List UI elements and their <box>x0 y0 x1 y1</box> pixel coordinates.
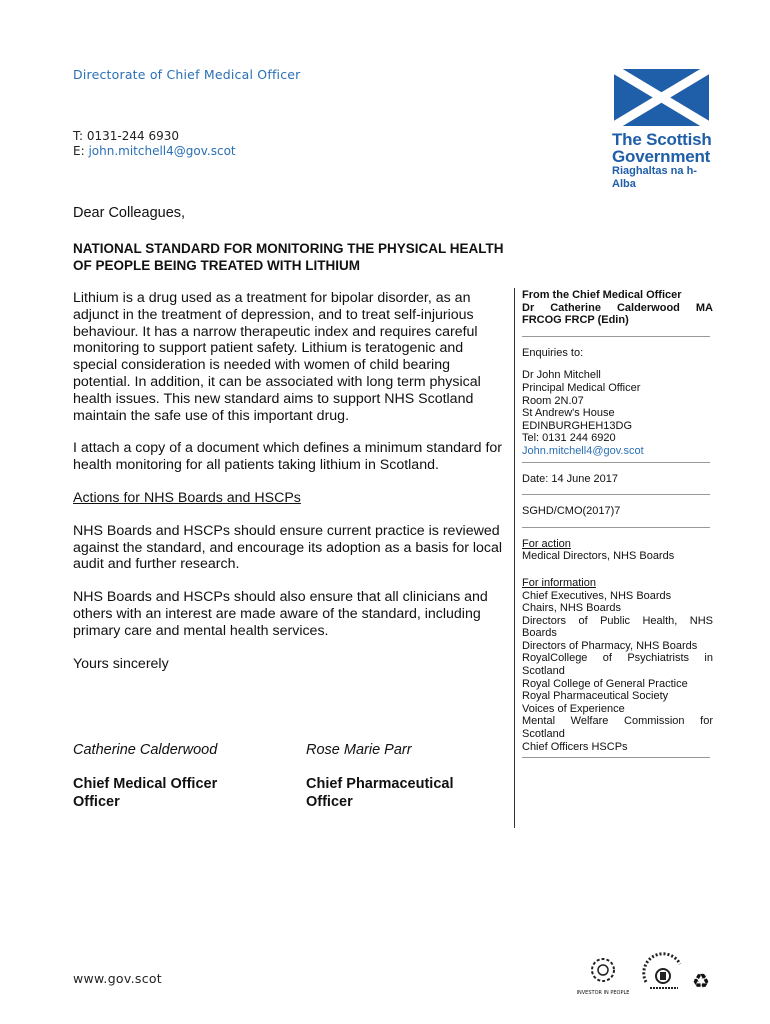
email-label: E: <box>73 144 89 158</box>
paragraph-4: NHS Boards and HSCPs should also ensure that all clinicians and others with an interest are made aware of the standard, including primary care and mental health services. <box>73 589 488 639</box>
sidebar-building: St Andrew's House <box>522 407 615 420</box>
sidebar-info-item: Royal College of General Practice <box>522 677 688 690</box>
footer-url[interactable]: www.gov.scot <box>73 971 163 986</box>
sidebar <box>522 289 713 768</box>
sidebar-tel: Tel: 0131 244 6920 <box>522 432 616 445</box>
sidebar-date: Date: 14 June 2017 <box>522 472 619 485</box>
laurel-icon <box>588 955 618 985</box>
signature-block-cpo <box>306 742 506 811</box>
directorate-name: Directorate of Chief Medical Officer <box>73 67 301 82</box>
sidebar-info-item: Mental Welfare Commission for Scotland <box>522 715 713 741</box>
sidebar-for-action-label: For action <box>522 537 571 550</box>
saltire-flag-icon <box>614 69 709 126</box>
phone-number: T: 0131-244 6930 <box>73 129 179 143</box>
signature-name: Rose Marie Parr <box>306 742 412 758</box>
sidebar-info-item: Directors of Pharmacy, NHS Boards <box>522 639 698 652</box>
sidebar-for-action: Medical Directors, NHS Boards <box>522 550 675 563</box>
actions-heading: Actions for NHS Boards and HSCPs <box>73 489 301 506</box>
signature-role: Chief Pharmaceutical Officer <box>306 776 454 810</box>
greeting: Dear Colleagues, <box>73 205 186 221</box>
email-line <box>73 144 236 159</box>
sidebar-reference: SGHD/CMO(2017)7 <box>522 505 621 518</box>
positive-about-disabled-people-logo <box>640 952 686 1001</box>
sidebar-email-link[interactable]: John.mitchell4@gov.scot <box>522 444 644 457</box>
sidebar-from-title: From the Chief Medical Officer <box>522 289 682 301</box>
sidebar-enquiries-label: Enquiries to: <box>522 346 584 359</box>
iip-text: INVESTOR IN PEOPLE <box>576 990 630 996</box>
paragraph-1: Lithium is a drug used as a treatment for bipolar disorder, as an adjunct in the treatment of depression, and to treat self-injurious behaviour. It has a narrow therapeutic index and requires careful monitoring to support patient safety. Lithium is teratogenic and special consideration is needed with women of child bearing potential. In addition, it can be associated with long term physical health issues. This new standard aims to support NHS Scotland maintain the safe use of this important drug. <box>73 290 481 424</box>
closing: Yours sincerely <box>73 655 169 672</box>
contact-details <box>73 129 236 159</box>
sidebar-contact-title: Principal Medical Officer <box>522 381 641 394</box>
sidebar-room: Room 2N.07 <box>522 394 584 407</box>
letter-heading: NATIONAL STANDARD FOR MONITORING THE PHYSICAL HEALTH OF PEOPLE BEING TREATED WITH LITHIUM <box>73 241 504 273</box>
logo-line-1: The Scottish <box>612 130 712 149</box>
sidebar-divider <box>522 462 710 463</box>
signature-block-cmo <box>73 742 273 811</box>
column-divider <box>514 288 515 828</box>
recycle-icon: ♻ <box>692 971 710 993</box>
investors-in-people-logo <box>574 955 632 996</box>
sidebar-info-item: Voices of Experience <box>522 702 625 715</box>
sidebar-info-item: Chief Officers HSCPs <box>522 740 628 753</box>
sidebar-contact-name: Dr John Mitchell <box>522 369 601 382</box>
sidebar-info-item: Directors of Public Health, NHS Boards <box>522 614 713 640</box>
letter-body <box>73 290 506 688</box>
email-link[interactable]: john.mitchell4@gov.scot <box>88 144 236 158</box>
paragraph-3: NHS Boards and HSCPs should ensure current practice is reviewed against the standard, and encourage its adoption as a basis for local audit and further research. <box>73 522 503 573</box>
sidebar-info-item: Royal Pharmaceutical Society <box>522 690 669 703</box>
disability-symbol-icon <box>640 952 686 996</box>
sidebar-divider <box>522 494 710 495</box>
sidebar-info-item: Chief Executives, NHS Boards <box>522 589 672 602</box>
sidebar-for-info-label: For information <box>522 576 596 589</box>
sidebar-divider <box>522 757 710 758</box>
signature-role: Chief Medical Officer Officer <box>73 776 218 810</box>
sidebar-info-item: RoyalCollege of Psychiatrists in Scotland <box>522 652 713 678</box>
signature-name: Catherine Calderwood <box>73 742 218 758</box>
sidebar-city: EDINBURGHEH13DG <box>522 419 633 432</box>
sidebar-from-name: Dr Catherine Calderwood MA FRCOG FRCP (Edin) <box>522 301 713 327</box>
sidebar-divider <box>522 527 710 528</box>
sidebar-info-item: Chairs, NHS Boards <box>522 602 622 615</box>
logo-line-3: Riaghaltas na h-Alba <box>612 165 697 190</box>
scottish-government-logo <box>612 69 717 191</box>
paragraph-2: I attach a copy of a document which defines a minimum standard for health monitoring for all patients taking lithium in Scotland. <box>73 440 502 474</box>
logo-line-2: Government <box>612 147 711 166</box>
sidebar-divider <box>522 336 710 337</box>
